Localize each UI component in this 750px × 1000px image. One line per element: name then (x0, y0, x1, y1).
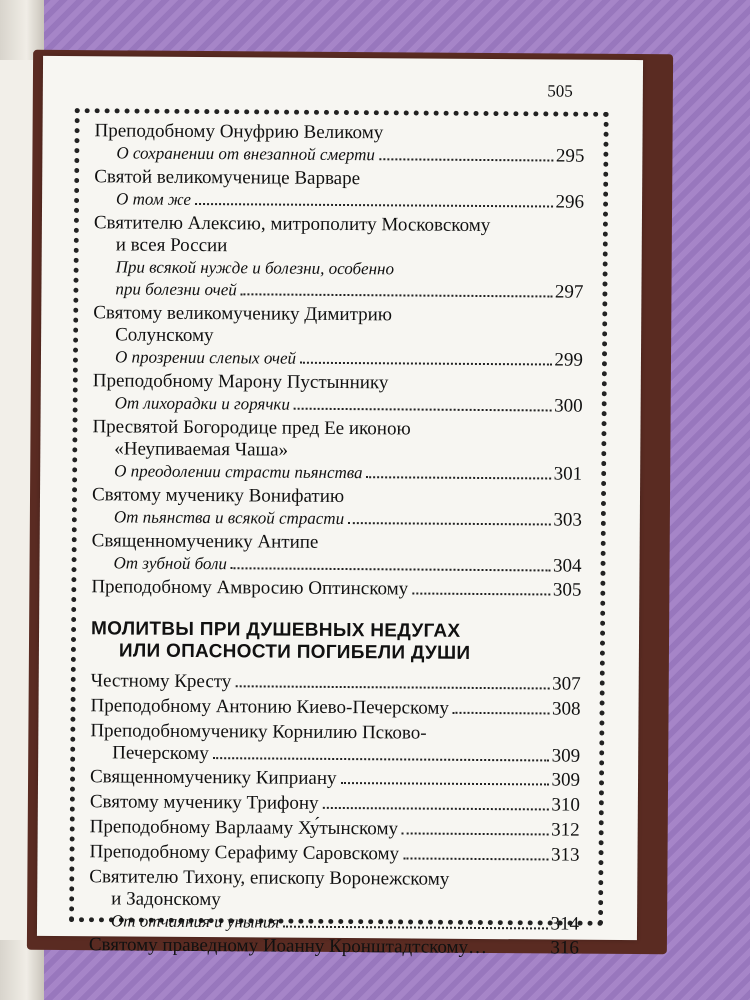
toc-entry-title: Честному Кресту (90, 670, 232, 693)
dot-leader (241, 293, 552, 297)
toc-group-soul-ailments-b (89, 766, 580, 866)
toc-entry-title: Преподобному Серафиму Саровскому (89, 841, 400, 865)
toc-page-ref: 310 (551, 794, 580, 816)
toc-entry-title: Святому мученику Вонифатию (91, 484, 345, 508)
dot-leader (348, 522, 550, 525)
toc-entry-subject: От отчаяния и уныния (110, 911, 280, 932)
toc-entry-title: Преподобному Онуфрию Великому (94, 120, 384, 144)
toc-entry-title: Преподобному Антонию Киево-Печерскому (90, 695, 449, 719)
toc-page-ref: 301 (553, 463, 583, 485)
toc-entry-subject: при болезни очей (115, 279, 237, 300)
toc-entry-title: Преподобному Варлааму Ху́тынскому (89, 816, 399, 840)
toc-entry-subject: О преодолении страсти пьянства (114, 461, 363, 483)
toc-entry-title: Священномученику Киприану (89, 766, 337, 789)
toc-entry-title: Преподобному Амвросию Оптинскому (91, 576, 409, 600)
toc-entry-title: Преподобномученику Корнилию Псково- (90, 720, 427, 744)
dot-leader (367, 476, 551, 479)
toc-page-ref: 309 (551, 769, 581, 791)
toc-entry-title: Святому мученику Трифону (89, 791, 319, 814)
toc-group-soul-ailments-a (90, 670, 580, 720)
page-number: 505 (547, 81, 573, 101)
dot-leader (341, 782, 549, 785)
dot-leader (283, 926, 547, 930)
dot-leader (235, 685, 549, 689)
dot-leader (379, 158, 553, 161)
toc-entry (93, 370, 583, 417)
toc-entry (91, 670, 581, 695)
toc-entry-leader (92, 460, 582, 485)
toc-entry-leader (93, 346, 583, 371)
toc-page-ref: 297 (554, 281, 584, 303)
toc-entry (90, 791, 580, 816)
toc-page-ref: 313 (550, 844, 580, 866)
toc-entry-leader (94, 188, 584, 213)
toc-page-ref: 308 (551, 698, 581, 720)
toc-entry-subject: От пьянства и всякой страсти (113, 507, 345, 529)
toc-entry (92, 484, 582, 531)
toc-page-ref: 305 (552, 579, 582, 601)
table-of-contents (89, 120, 585, 959)
toc-entry (90, 766, 580, 791)
toc-page-ref: 295 (555, 145, 585, 167)
toc-entry-title-cont: и Задонскому (111, 888, 221, 911)
toc-entry-subject: От лихорадки и горячки (114, 393, 290, 414)
toc-entry-title-cont: Солунскому (115, 324, 214, 347)
dot-leader (412, 593, 550, 596)
toc-entry-leader (93, 392, 583, 417)
section-heading (91, 618, 581, 665)
toc-entry-title-cont: и всея России (115, 234, 228, 257)
toc-page-ref: 312 (551, 819, 580, 841)
book-page (37, 56, 643, 959)
dot-leader (453, 712, 549, 715)
dot-leader (403, 857, 548, 860)
toc-page-ref: 314 (550, 913, 580, 935)
dot-leader (294, 408, 551, 412)
section-heading-line-2: ИЛИ ОПАСНОСТИ ПОГИБЕЛИ ДУШИ (118, 640, 471, 664)
dot-leader (323, 807, 549, 811)
toc-page-ref: 307 (552, 673, 581, 695)
toc-entry-leader (92, 506, 582, 531)
toc-entry-subject: О сохранении от внезапной смерти (116, 143, 375, 165)
toc-entry (94, 166, 584, 213)
toc-entry-title: Святому великомученику Димитрию (93, 302, 393, 326)
toc-entry-title: Святителю Тихону, епископу Воронежскому (89, 866, 450, 890)
toc-entry-kornily (90, 720, 580, 767)
toc-group-bodily-ailments (91, 120, 584, 577)
toc-entry-title-cont: «Неупиваемая Чаша» (114, 438, 289, 461)
toc-page-ref: 316 (550, 937, 579, 959)
toc-entry (91, 530, 581, 577)
dot-leader (300, 362, 551, 366)
toc-page-ref: 309 (551, 745, 581, 767)
toc-page-ref: 296 (555, 191, 585, 213)
toc-entry (92, 416, 582, 485)
dot-leader (231, 567, 550, 571)
toc-page-ref: 303 (553, 509, 582, 531)
toc-entry-title: Пресвятой Богородице пред Ее иконою (92, 416, 411, 440)
toc-entry-title: Святому праведному Иоанну Кронштадтскому… (88, 934, 488, 959)
toc-entry (90, 695, 580, 720)
toc-entry (90, 816, 580, 841)
toc-entry-title-cont: Печерскому (112, 742, 209, 765)
toc-page-ref: 304 (552, 555, 582, 577)
toc-entry (93, 212, 584, 303)
toc-entry-subject: При всякой нужде и болезни, особенно (115, 257, 395, 279)
toc-entry-subject: От зубной боли (113, 553, 228, 574)
toc-entry (89, 841, 579, 866)
toc-entry-subject: О прозрении слепых очей (114, 347, 297, 368)
toc-entry-title: Священномученику Антипе (91, 530, 319, 553)
dot-leader (195, 203, 553, 207)
toc-entry-subject: О том же (116, 189, 192, 209)
toc-entry-title: Преподобному Марону Пустыннику (92, 370, 389, 394)
toc-entry-tikhon (89, 866, 579, 935)
dot-leader (213, 757, 549, 761)
toc-page-ref: 300 (554, 395, 583, 417)
toc-entry (93, 302, 583, 371)
toc-entry-title: Святителю Алексию, митрополиту Московскому (93, 212, 491, 237)
toc-page-ref: 299 (554, 349, 584, 371)
dot-leader (402, 832, 548, 835)
section-heading-line-1: МОЛИТВЫ ПРИ ДУШЕВНЫХ НЕДУГАХ (91, 618, 461, 642)
toc-entry-kronstadt (89, 934, 579, 959)
toc-entry-title: Святой великомученице Варваре (94, 166, 361, 190)
toc-entry-leader (89, 910, 579, 935)
toc-entry (94, 120, 584, 167)
toc-entry-leader (90, 742, 580, 767)
toc-entry-leader (91, 552, 581, 577)
toc-entry-leader (93, 278, 583, 303)
toc-entry-leader (94, 142, 584, 167)
toc-entry-ambrose (91, 576, 581, 601)
